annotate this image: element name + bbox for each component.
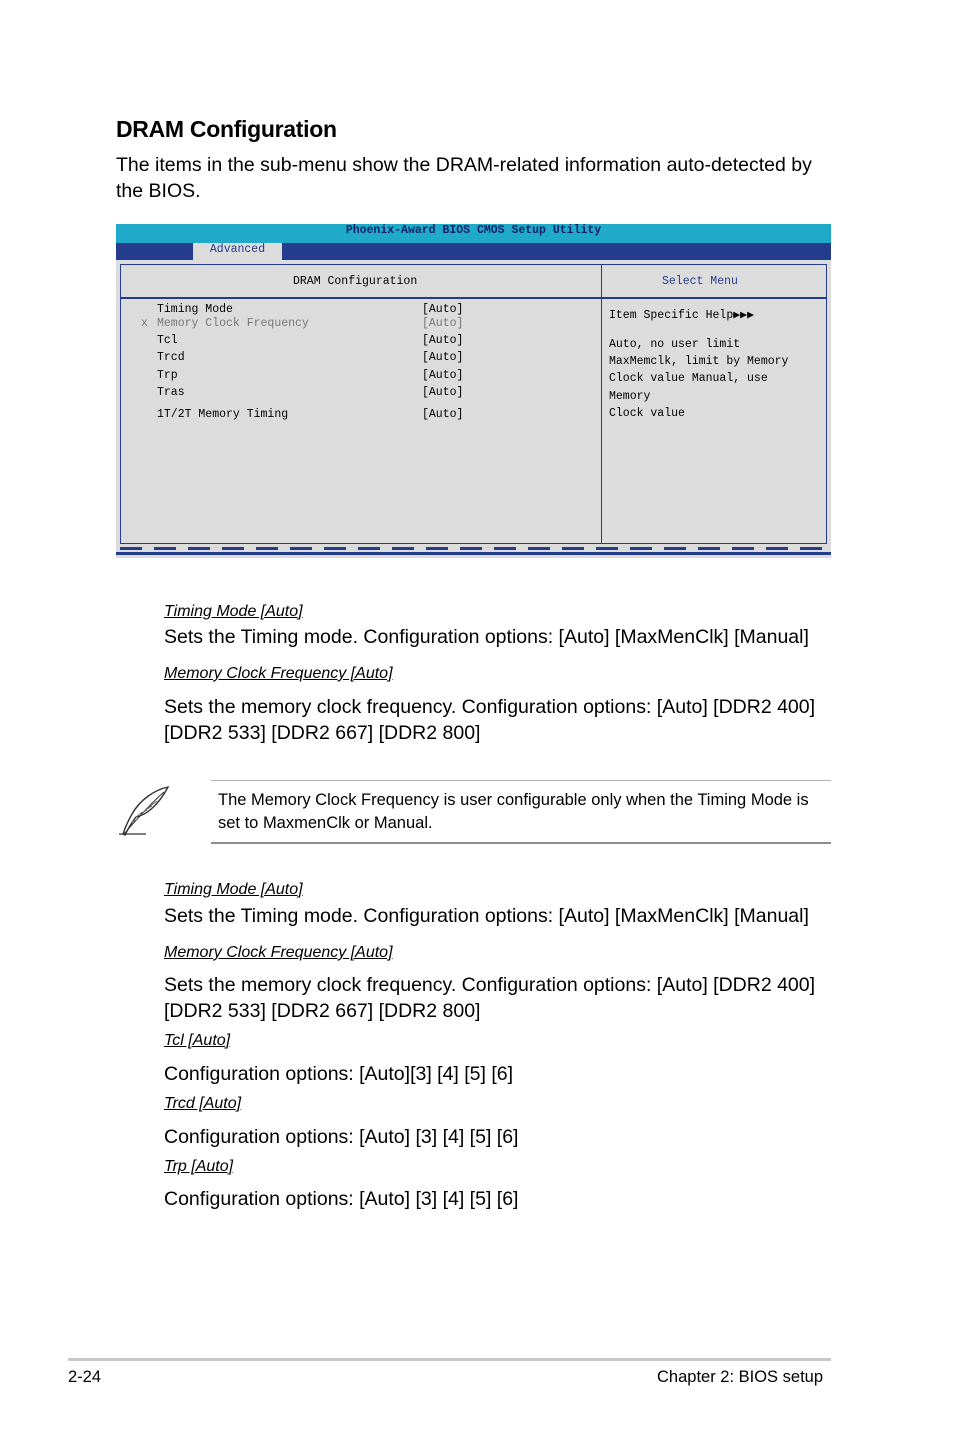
note-bottom-rule (211, 842, 831, 844)
subheading-trp: Trp [Auto] (164, 1158, 234, 1175)
item-label: Timing Mode (157, 303, 233, 316)
item-value: [Auto] (422, 351, 464, 364)
description-memory-clock-frequency-2: Sets the memory clock frequency. Configuration options: [Auto] [DDR2 400] [DDR2 533] [DDR2 667] [DDR2 800] (164, 974, 816, 1022)
note-top-rule (211, 780, 831, 781)
help-line: Clock value (609, 407, 685, 420)
bios-bottom-border (116, 552, 831, 555)
bios-item-tcl[interactable] (157, 334, 464, 348)
feather-note-icon (116, 784, 172, 838)
bios-item-timing-mode[interactable] (157, 303, 464, 317)
item-label: Tras (157, 386, 185, 399)
bios-title-bar: Phoenix-Award BIOS CMOS Setup Utility (116, 224, 831, 243)
subheading-trcd: Trcd [Auto] (164, 1095, 242, 1112)
item-value: [Auto] (422, 408, 464, 421)
bios-dashed-border (120, 547, 827, 550)
item-marker: x (141, 317, 148, 330)
item-value: [Auto] (422, 369, 464, 382)
description-timing-mode-2: Sets the Timing mode. Configuration options: [Auto] [MaxMenClk] [Manual] (164, 905, 809, 927)
help-line: Auto, no user limit (609, 338, 741, 351)
select-menu-label: Select Menu (662, 275, 738, 288)
item-label: Trcd (157, 351, 185, 364)
description-trcd: Configuration options: [Auto] [3] [4] [5] [6] (164, 1126, 519, 1148)
bios-item-memory-clock-frequency (141, 317, 464, 331)
item-label: 1T/2T Memory Timing (157, 408, 289, 421)
bios-item-trcd[interactable] (157, 351, 464, 365)
note-text: The Memory Clock Frequency is user configurable only when the Timing Mode is set to MaxmenClk or Manual. (218, 791, 809, 832)
item-label: Trp (157, 369, 178, 382)
page-number: 2-24 (68, 1368, 102, 1386)
chapter-label: Chapter 2: BIOS setup (657, 1368, 824, 1386)
item-label: Tcl (157, 334, 178, 347)
help-line: MaxMemclk, limit by Memory (609, 355, 789, 368)
bios-screenshot (116, 224, 831, 558)
subheading-timing-mode-2: Timing Mode [Auto] (164, 881, 303, 898)
panel-divider (601, 265, 602, 543)
bios-item-tras[interactable] (157, 386, 464, 400)
tab-advanced[interactable]: Advanced (193, 243, 282, 260)
item-value: [Auto] (422, 317, 464, 330)
item-value: [Auto] (422, 386, 464, 399)
subheading-timing-mode: Timing Mode [Auto] (164, 603, 303, 620)
item-value: [Auto] (422, 303, 464, 316)
bios-item-trp[interactable] (157, 369, 464, 383)
description-timing-mode: Sets the Timing mode. Configuration options: [Auto] [MaxMenClk] [Manual] (164, 626, 809, 648)
bios-menu-bar (116, 243, 831, 260)
help-line: Memory (609, 390, 651, 403)
bios-main-frame (120, 264, 827, 544)
help-title: Item Specific Help▶▶▶ (609, 309, 754, 322)
description-trp: Configuration options: [Auto] [3] [4] [5] [6] (164, 1188, 519, 1210)
header-divider (121, 297, 826, 299)
subheading-tcl: Tcl [Auto] (164, 1032, 231, 1049)
item-value: [Auto] (422, 334, 464, 347)
bios-item-1t2t-memory-timing[interactable] (157, 408, 464, 422)
section-heading: DRAM Configuration (116, 116, 337, 142)
subheading-memory-clock-frequency-2: Memory Clock Frequency [Auto] (164, 944, 393, 961)
help-line: Clock value Manual, use (609, 372, 768, 385)
panel-title: DRAM Configuration (293, 275, 418, 288)
footer-rule (68, 1358, 831, 1361)
description-memory-clock-frequency: Sets the memory clock frequency. Configuration options: [Auto] [DDR2 400] [DDR2 533] [DDR2 667] [DDR2 800] (164, 696, 816, 744)
subheading-memory-clock-frequency: Memory Clock Frequency [Auto] (164, 665, 393, 682)
description-tcl: Configuration options: [Auto][3] [4] [5] [6] (164, 1063, 514, 1085)
intro-paragraph: The items in the sub-menu show the DRAM-related information auto-detected by the BIOS. (116, 154, 812, 202)
item-label: Memory Clock Frequency (157, 317, 309, 330)
